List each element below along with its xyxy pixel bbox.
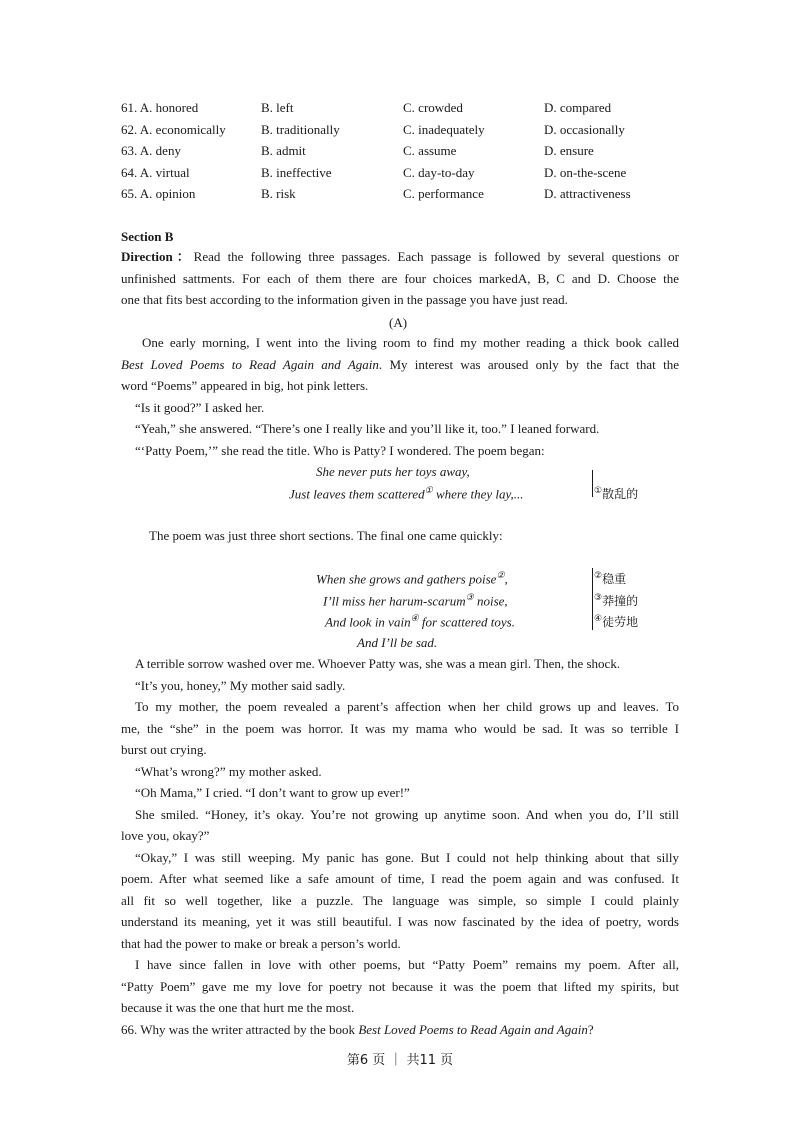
paragraph [121,332,679,461]
option-c: C. crowded [403,100,463,115]
poem-text: I’ll miss her harum-scarum [323,593,466,609]
option-b: B. risk [261,186,296,201]
option-d: D. attractiveness [544,186,631,201]
option-d: D. ensure [544,143,594,158]
annotation-text: 徒劳地 [602,615,639,629]
annotation-mark: ② [594,571,603,581]
annotation-note [594,613,638,630]
option-d: D. compared [544,100,612,115]
passage-label: (A) [389,315,408,330]
poem-text: When she grows and gathers poise [316,571,497,587]
option-row-65 [121,186,681,206]
option-row-63 [121,143,681,163]
option-c: C. assume [403,143,457,158]
option-d: D. occasionally [544,122,625,137]
poem-text: , [504,571,508,587]
paragraph-line: A terrible sorrow washed over me. Whoever Patty was, she was a mean girl. Then, the shock. [135,656,621,671]
option-a: 61. A. honored [121,100,199,115]
poem-text: Just leaves them scattered [289,486,425,502]
option-a: 64. A. virtual [121,165,190,180]
poem-line [325,613,515,630]
annotation-note [594,592,638,609]
annotation-note [594,570,626,587]
annotation-mark: ④ [594,614,603,624]
option-row-64 [121,165,681,185]
option-b: B. left [261,100,294,115]
annotation-note [594,485,638,502]
option-c: C. performance [403,186,484,201]
option-a: 62. A. economically [121,122,226,137]
option-row-61 [121,100,681,120]
annotation-text: 散乱的 [602,487,639,501]
paragraph-line: burst out crying. [121,742,207,757]
paragraph-line: “Oh Mama,” I cried. “I don’t want to grow up ever!” [135,785,410,800]
paragraph-line: understand its meaning, yet it was still beautiful. I was now fascinated by the idea of poetry, words [121,914,679,929]
paragraph-line: me, the “she” in the poem was horror. It was my mama who would be sad. It was so terrible I [121,720,679,736]
paragraph-line: “What’s wrong?” my mother asked. [135,763,322,779]
section-title: Section B [121,229,174,244]
annotation-mark: ① [594,486,603,496]
poem-text: And look in vain [325,614,411,630]
option-d: D. on-the-scene [544,165,627,180]
annotation-mark: ① [424,485,433,495]
paragraph-line: all fit so well together, like a puzzle. The language was simple, so simple I could plainly [121,892,679,908]
poem-text: noise, [473,593,508,609]
poem-line [323,592,508,609]
paragraph-line: “‘Patty Poem,’” she read the title. Who is Patty? I wondered. The poem began: [135,442,545,458]
annotation-bracket [592,568,593,630]
option-b: B. traditionally [261,122,340,137]
direction-text: one that fits best according to the information given in the passage you have just read. [121,292,568,307]
annotation-mark: ② [496,570,505,580]
poem-text: where they lay,... [432,486,524,502]
direction-text: unfinished sattments. For each of them there are four choices markedA, B, C and D. Choose the [121,270,679,286]
annotation-text: 莽撞的 [602,594,639,608]
annotation-text: 稳重 [602,572,627,586]
paragraph-line: The poem was just three short sections. The final one came quickly: [149,528,503,543]
paragraph-line: . My interest was aroused only by the fact that the [378,356,679,372]
direction-paragraph [121,246,679,311]
option-a: 65. A. opinion [121,186,196,201]
paragraph-line: One early morning, I went into the living room to find my mother reading a thick book called [142,335,679,350]
annotation-mark: ④ [410,613,419,623]
book-title: Best Loved Poems to Read Again and Again [358,1021,588,1037]
paragraph-line: because it was the one that hurt me the most. [121,1000,355,1015]
paragraph-line: that had the power to make or break a person’s world. [121,935,401,951]
question-text: ? [587,1021,594,1037]
option-c: C. inadequately [403,122,485,137]
paragraph-line: I have since fallen in love with other poems, but “Patty Poem” remains my poem. After all, [135,957,679,972]
page-footer: 第6 页 ｜ 共11 页 [346,1053,454,1068]
direction-label: Direction： [121,249,194,264]
poem-text: for scattered toys. [418,614,515,630]
paragraph-line: “Patty Poem” gave me my love for poetry not because it was the poem that lifted my spirits, but [121,978,679,994]
poem-line: And I’ll be sad. [357,635,438,650]
annotation-bracket [592,470,593,497]
option-b: B. ineffective [261,165,332,180]
paragraph-line: poem. After what seemed like a safe amount of time, I read the poem again and was confused. It [121,871,679,886]
direction-text: Read the following three passages. Each passage is followed by several questions or [193,249,679,264]
paragraph-line: “Yeah,” she answered. “There’s one I really like and you’ll like it, too.” I leaned forward. [135,421,600,436]
book-title: Best Loved Poems to Read Again and Again [121,356,379,372]
option-b: B. admit [261,143,306,158]
annotation-mark: ③ [465,592,474,602]
poem-line [289,485,524,502]
question-66 [121,1019,679,1041]
question-text: 66. Why was the writer attracted by the book [121,1021,359,1037]
paragraph-line: She smiled. “Honey, it’s okay. You’re not growing up anytime soon. And when you do, I’ll still [135,806,679,822]
paragraph-line: To my mother, the poem revealed a parent’s affection when her child grows up and leaves. To [135,699,679,714]
option-a: 63. A. deny [121,143,181,158]
paragraph-line: love you, okay?” [121,828,210,843]
paragraph [121,653,679,1040]
poem-line: She never puts her toys away, [316,464,470,479]
option-row-62 [121,122,681,142]
paragraph-line: “Okay,” I was still weeping. My panic has gone. But I could not help thinking about that silly [135,849,679,865]
poem-line [316,570,508,587]
paragraph-line: “It’s you, honey,” My mother said sadly. [135,677,346,693]
option-c: C. day-to-day [403,165,475,180]
annotation-mark: ③ [594,593,603,603]
paragraph-line: word “Poems” appeared in big, hot pink letters. [121,378,369,393]
paragraph-line: “Is it good?” I asked her. [135,399,265,415]
